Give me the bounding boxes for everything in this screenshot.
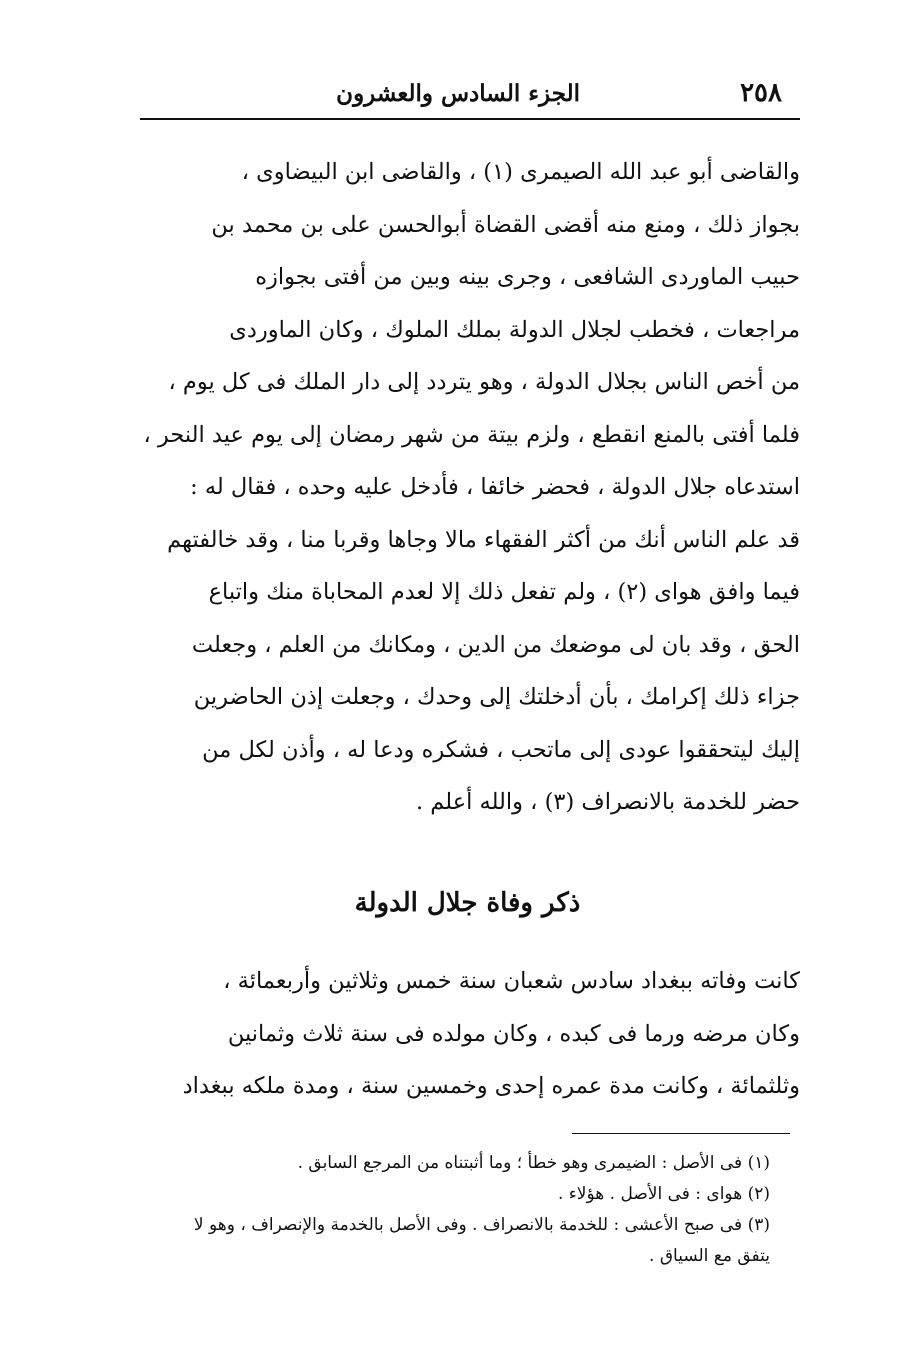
footnotes xyxy=(135,1148,800,1272)
text-line: استدعاه جلال الدولة ، فحضر خائفا ، فأدخل عليه وحده ، فقال له : xyxy=(190,474,800,500)
main-paragraph xyxy=(135,146,800,829)
section-heading: ذكر وفاة جلال الدولة xyxy=(354,888,581,918)
footnote-2: (٢) هواى : فى الأصل . هؤلاء . xyxy=(557,1184,770,1204)
text-line: حبيب الماوردى الشافعى ، وجرى بينه وبين من أفتى بجوازه xyxy=(255,264,800,290)
text-line: فيما وافق هواى (٢) ، ولم تفعل ذلك إلا لعدم المحاباة منك واتباع xyxy=(208,579,800,605)
text-line: بجواز ذلك ، ومنع منه أقضى القضاة أبوالحسن على بن محمد بن xyxy=(211,211,800,238)
text-line: وكان مرضه ورما فى كبده ، وكان مولده فى سنة ثلاث وثمانين xyxy=(227,1020,800,1047)
header-rule xyxy=(140,118,800,120)
text-line: إليك ليتحققوا عودى إلى ماتحب ، فشكره ودعا له ، وأذن لكل من xyxy=(202,736,800,763)
text-line: مراجعات ، فخطب لجلال الدولة بملك الملوك ، وكان الماوردى xyxy=(229,316,800,343)
text-line: قد علم الناس أنك من أكثر الفقهاء مالا وجاها وقربا منا ، وقد خالفتهم xyxy=(167,526,800,553)
running-title: الجزء السادس والعشرون xyxy=(336,80,580,107)
page-header xyxy=(140,78,800,118)
text-line: وثلثمائة ، وكانت مدة عمره إحدى وخمسين سنة ، ومدة ملكه ببغداد xyxy=(182,1073,800,1099)
second-paragraph xyxy=(135,955,800,1113)
footnote-3: (٣) فى صبح الأعشى : للخدمة بالانصراف . وفى الأصل بالخدمة والإنصراف ، وهو لا xyxy=(193,1215,770,1235)
footnote-3-continuation: يتفق مع السياق . xyxy=(649,1246,770,1266)
text-line: الحق ، وقد بان لى موضعك من الدين ، ومكانك من العلم ، وجعلت xyxy=(191,631,800,658)
text-line: حضر للخدمة بالانصراف (٣) ، والله أعلم . xyxy=(415,789,800,815)
text-line: فلما أفتى بالمنع انقطع ، ولزم بيتة من شهر رمضان إلى يوم عيد النحر ، xyxy=(143,421,800,448)
text-line: من أخص الناس بجلال الدولة ، وهو يتردد إلى دار الملك فى كل يوم ، xyxy=(168,369,800,395)
text-line: والقاضى أبو عبد الله الصيمرى (١) ، والقاضى ابن البيضاوى ، xyxy=(241,159,800,185)
page-number: ٢٥٨ xyxy=(740,78,782,108)
text-line: كانت وفاته ببغداد سادس شعبان سنة خمس وثلاثين وأربعمائة ، xyxy=(223,968,800,994)
footnote-rule xyxy=(572,1133,790,1134)
footnote-1: (١) فى الأصل : الضيمرى وهو خطأ ؛ وما أثبتناه من المرجع السابق . xyxy=(297,1153,770,1173)
text-line: جزاء ذلك إكرامك ، بأن أدخلتك إلى وحدك ، وجعلت إذن الحاضرين xyxy=(193,684,800,710)
